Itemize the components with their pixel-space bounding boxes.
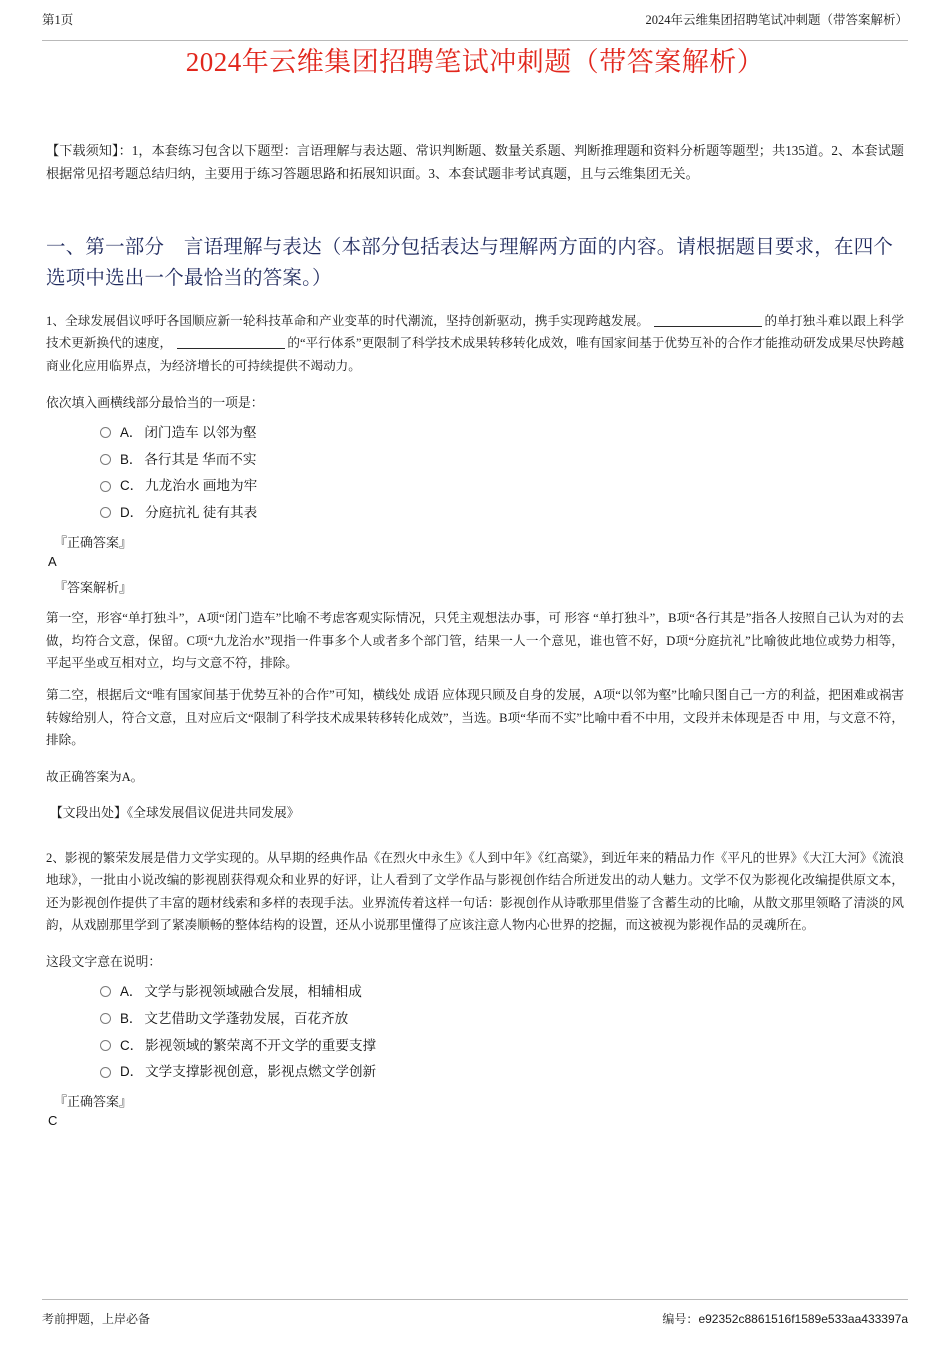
answer-analysis-label: 『答案解析』 — [54, 579, 133, 595]
option-b-text: 各行其是 华而不实 — [144, 451, 257, 467]
radio-button-icon[interactable] — [100, 454, 111, 465]
question-1-stem-part3: 的“平行体系”更限制了科学技术成果转移转化成效，唯有国家间基于优势互补的合作才能推动研发成果尽快跨越商业化应用临界点，为经济增长的可持续提供不竭动力。 — [46, 336, 904, 373]
question-block-1 — [46, 310, 904, 825]
option-d-text: 文学支撑影视创意，影视点燃文学创新 — [145, 1064, 377, 1080]
download-notice: 【下载须知】：1，本套练习包含以下题型：言语理解与表达题、常识判断题、数量关系题、判断推理题和资料分析题等题型；共135道。2、本套试题根据常见招考题总结归纳，主要用于练习答题思路和拓展知识面。3、本套试题非考试真题，且与云维集团无关。 — [46, 143, 904, 181]
correct-answer-label: 『正确答案』 — [54, 1093, 133, 1109]
option-a-letter: A． — [120, 424, 143, 440]
page-marker: 第1页 — [42, 13, 74, 27]
question-2-answer: C — [48, 1113, 58, 1129]
option-a[interactable] — [46, 423, 904, 443]
option-a-letter: A． — [120, 984, 143, 1000]
document-body — [46, 140, 904, 1133]
running-footer — [42, 1299, 908, 1327]
option-d-letter: D． — [120, 505, 144, 521]
option-c[interactable] — [46, 476, 904, 496]
option-b[interactable] — [46, 1009, 904, 1029]
option-c-letter: C． — [120, 1037, 144, 1053]
running-header-title: 2024年云维集团招聘笔试冲刺题（带答案解析） — [645, 13, 908, 27]
option-c-letter: C． — [120, 478, 144, 494]
question-1-stem — [46, 310, 904, 377]
option-d-text: 分庭抗礼 徒有其表 — [145, 504, 258, 520]
option-c-text: 影视领域的繁荣离不开文学的重要支撑 — [145, 1037, 377, 1053]
serial-value: e92352c8861516f1589e533aa433397a — [698, 1312, 908, 1326]
radio-button-icon[interactable] — [100, 481, 111, 492]
footer-serial — [662, 1310, 908, 1327]
option-a-text: 闭门造车 以邻为壑 — [144, 424, 257, 440]
section-heading: 一、第一部分 言语理解与表达（本部分包括表达与理解两方面的内容。请根据题目要求，在四个选项中选出一个最恰当的答案。） — [46, 237, 894, 289]
option-d[interactable] — [46, 1062, 904, 1082]
running-header — [42, 14, 908, 41]
serial-label: 编号： — [662, 1312, 699, 1326]
question-2-options — [46, 982, 904, 1082]
question-1-stem-part1: 1、全球发展倡议呼吁各国顺应新一轮科技革命和产业变革的时代潮流，坚持创新驱动，携手实现跨越发展。 — [46, 313, 650, 328]
option-a[interactable] — [46, 982, 904, 1002]
option-b-text: 文艺借助文学蓬勃发展，百花齐放 — [144, 1010, 349, 1026]
question-2-stem: 2、影视的繁荣发展是借力文学实现的。从早期的经典作品《在烈火中永生》《人到中年》《红高粱》，到近年来的精品力作《平凡的世界》《大江大河》《流浪地球》，一批由小说改编的影视剧获得观众和业界的好评，让人看到了文学作品与影视创作结合所迸发出的动人魅力。文学不仅为影视化改编提供原文本，还为影视创作提供了丰富的题材线索和多样的表现手法。业界流传着这样一句话：影视创作从诗歌那里借鉴了含蓄生动的比喻，从散文那里领略了清淡的风韵，从戏剧那里学到了紧凑顺畅的整体结构的设置，还从小说那里懂得了应该注意人物内心世界的挖掘，而这被视为影视作品的灵魂所在。 — [46, 850, 904, 932]
option-d-letter: D． — [120, 1064, 144, 1080]
option-c[interactable] — [46, 1036, 904, 1056]
option-d[interactable] — [46, 503, 904, 523]
option-a-text: 文学与影视领域融合发展，相辅相成 — [144, 984, 362, 1000]
blank-underline-2 — [177, 348, 285, 349]
option-c-text: 九龙治水 画地为牢 — [145, 478, 258, 494]
question-2-prompt: 这段文字意在说明： — [46, 955, 162, 970]
radio-button-icon[interactable] — [100, 1013, 111, 1024]
radio-button-icon[interactable] — [100, 427, 111, 438]
question-1-source: 【文段出处】《全球发展倡议促进共同发展》 — [50, 805, 300, 820]
option-b-letter: B． — [120, 451, 143, 467]
question-1-conclusion: 故正确答案为A。 — [46, 769, 144, 784]
question-block-2 — [46, 847, 904, 1131]
footer-slogan: 考前押题，上岸必备 — [42, 1312, 151, 1326]
question-1-analysis-2: 第二空，根据后文“唯有国家间基于优势互补的合作”可知，横线处 成语 应体现只顾及自身的发展，A项“以邻为壑”比喻只图自己一方的利益，把困难或祸害转嫁给别人，符合文意，且对应后文“限制了科学技术成果转移转化成效”，当选。B项“华而不实”比喻中看不中用，文段并未体现是否 中 用，与文意不符，排除。 — [46, 688, 904, 748]
radio-button-icon[interactable] — [100, 507, 111, 518]
blank-underline-1 — [654, 326, 762, 327]
question-1-analysis-1: 第一空，形容“单打独斗”，A项“闭门造车”比喻不考虑客观实际情况，只凭主观想法办事，可 形容 “单打独斗”，B项“各行其是”指各人按照自己认为对的去做，均符合文意，保留。C项“九龙治水”现指一件事多个人或者多个部门管，结果一人一个意见，谁也管不好，D项“分庭抗礼”比喻彼此地位或势力相等，平起平坐或互相对立，均与文意不符，排除。 — [46, 611, 904, 670]
question-1-options — [46, 423, 904, 523]
option-b[interactable] — [46, 450, 904, 470]
radio-button-icon[interactable] — [100, 1040, 111, 1051]
question-1-prompt: 依次填入画横线部分最恰当的一项是： — [46, 396, 264, 411]
question-1-stem-part2: 的单打独斗难以跟上科学技术更新换代的速度， — [46, 313, 905, 351]
radio-button-icon[interactable] — [100, 1067, 111, 1078]
correct-answer-label: 『正确答案』 — [54, 534, 133, 550]
radio-button-icon[interactable] — [100, 986, 111, 997]
option-b-letter: B． — [120, 1010, 143, 1026]
question-1-answer: A — [48, 554, 57, 570]
document-title: 2024年云维集团招聘笔试冲刺题（带答案解析） — [185, 47, 765, 77]
